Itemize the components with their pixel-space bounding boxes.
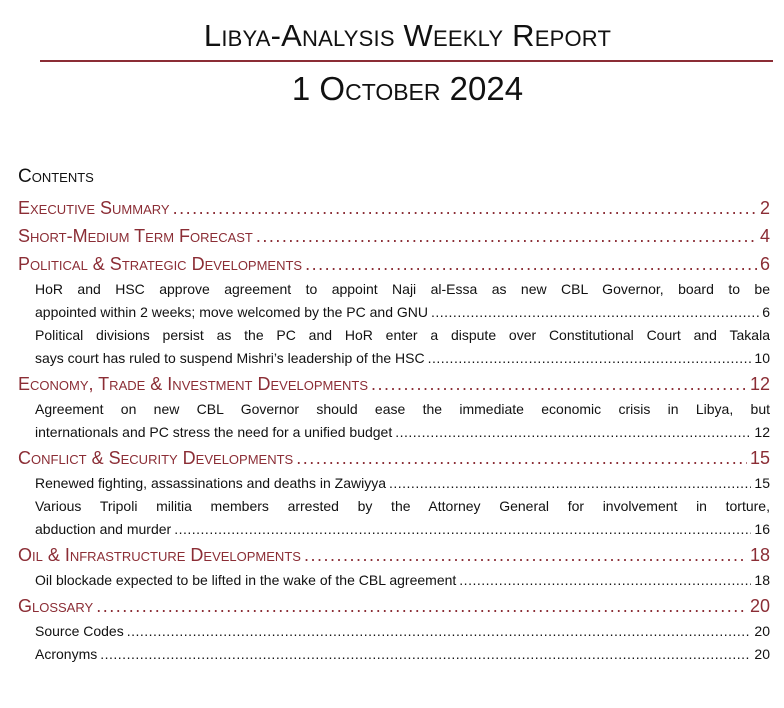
report-title: Libya-Analysis Weekly Report	[203, 18, 612, 53]
toc-subsection-page: 6	[762, 304, 770, 320]
toc-subsection-label: abduction and murder	[35, 521, 172, 537]
toc-subsection-page: 20	[754, 623, 770, 639]
toc-subsection-line2	[35, 472, 770, 495]
toc-subsection-page: 15	[754, 475, 770, 491]
toc-section-page: 6	[759, 254, 770, 274]
toc-subsection-line2	[35, 518, 770, 541]
toc-subsection-entry[interactable]	[18, 620, 770, 643]
toc-section-label: Glossary	[18, 596, 94, 616]
toc-subsection-entry[interactable]	[18, 324, 770, 370]
toc-leader-dots	[389, 472, 751, 495]
toc-section-entry[interactable]	[18, 222, 770, 250]
toc-subsection-entry[interactable]	[18, 569, 770, 592]
toc-leader-dots	[305, 250, 757, 278]
toc-section-page: 20	[749, 596, 770, 616]
toc-subsection-line1: Various Tripoli militia members arrested by the Attorney General for involvement in torture,	[35, 498, 770, 514]
toc-section-label: Political & Strategic Developments	[18, 254, 303, 274]
toc-section-entry[interactable]	[18, 541, 770, 569]
toc-section-label: Economy, Trade & Investment Developments	[18, 374, 369, 394]
toc-section-entry[interactable]	[18, 194, 770, 222]
toc-subsection-label: appointed within 2 weeks; move welcomed by the PC and GNU	[35, 304, 428, 320]
toc-leader-dots	[459, 569, 751, 592]
table-of-contents	[18, 194, 770, 666]
toc-subsection-label: Acronyms	[35, 646, 98, 662]
toc-subsection-line2	[35, 301, 770, 324]
toc-leader-dots	[173, 194, 757, 222]
toc-subsection-page: 10	[754, 350, 770, 366]
toc-subsection-label: internationals and PC stress the need for a unified budget	[35, 424, 393, 440]
toc-subsection-page: 16	[754, 521, 770, 537]
toc-section-label: Short-Medium Term Forecast	[18, 226, 253, 246]
toc-subsection-line2	[35, 569, 770, 592]
toc-section-page: 4	[759, 226, 770, 246]
toc-section-page: 2	[759, 198, 770, 218]
toc-section-label: Conflict & Security Developments	[18, 448, 294, 468]
toc-section-entry[interactable]	[18, 592, 770, 620]
toc-subsection-label: Oil blockade expected to be lifted in the wake of the CBL agreement	[35, 572, 457, 588]
toc-section-page: 18	[749, 545, 770, 565]
toc-section-label: Oil & Infrastructure Developments	[18, 545, 301, 565]
toc-leader-dots	[96, 592, 747, 620]
toc-subsection-line1: Agreement on new CBL Governor should ease the immediate economic crisis in Libya, but	[35, 401, 770, 417]
toc-subsection-entry[interactable]	[18, 398, 770, 444]
toc-leader-dots	[395, 421, 751, 444]
toc-section-entry[interactable]	[18, 250, 770, 278]
toc-section-page: 12	[749, 374, 770, 394]
toc-subsection-page: 18	[754, 572, 770, 588]
toc-section-page: 15	[749, 448, 770, 468]
toc-subsection-line1: Political divisions persist as the PC and HoR enter a dispute over Constitutional Court and Takala	[35, 327, 770, 343]
toc-section-entry[interactable]	[18, 370, 770, 398]
contents-heading: Contents	[18, 166, 94, 187]
toc-leader-dots	[100, 643, 751, 666]
toc-section-label: Executive Summary	[18, 198, 170, 218]
toc-subsection-label: Renewed fighting, assassinations and deaths in Zawiyya	[35, 475, 386, 491]
toc-subsection-entry[interactable]	[18, 472, 770, 495]
toc-subsection-page: 20	[754, 646, 770, 662]
toc-subsection-line2	[35, 643, 770, 666]
report-date: 1 October 2024	[291, 70, 524, 107]
title-divider	[40, 60, 773, 62]
toc-section-entry[interactable]	[18, 444, 770, 472]
toc-subsection-label: Source Codes	[35, 623, 124, 639]
toc-leader-dots	[371, 370, 747, 398]
toc-subsection-page: 12	[754, 424, 770, 440]
toc-leader-dots	[296, 444, 747, 472]
toc-leader-dots	[304, 541, 747, 569]
toc-leader-dots	[256, 222, 757, 250]
toc-leader-dots	[127, 620, 752, 643]
toc-subsection-line2	[35, 620, 770, 643]
toc-leader-dots	[431, 301, 759, 324]
toc-leader-dots	[428, 347, 752, 370]
toc-subsection-line1: HoR and HSC approve agreement to appoint Naji al-Essa as new CBL Governor, board to be	[35, 281, 770, 297]
toc-subsection-entry[interactable]	[18, 278, 770, 324]
toc-subsection-label: says court has ruled to suspend Mishri’s leadership of the HSC	[35, 350, 425, 366]
toc-subsection-line2	[35, 421, 770, 444]
toc-subsection-entry[interactable]	[18, 495, 770, 541]
toc-subsection-entry[interactable]	[18, 643, 770, 666]
toc-leader-dots	[174, 518, 751, 541]
toc-subsection-line2	[35, 347, 770, 370]
